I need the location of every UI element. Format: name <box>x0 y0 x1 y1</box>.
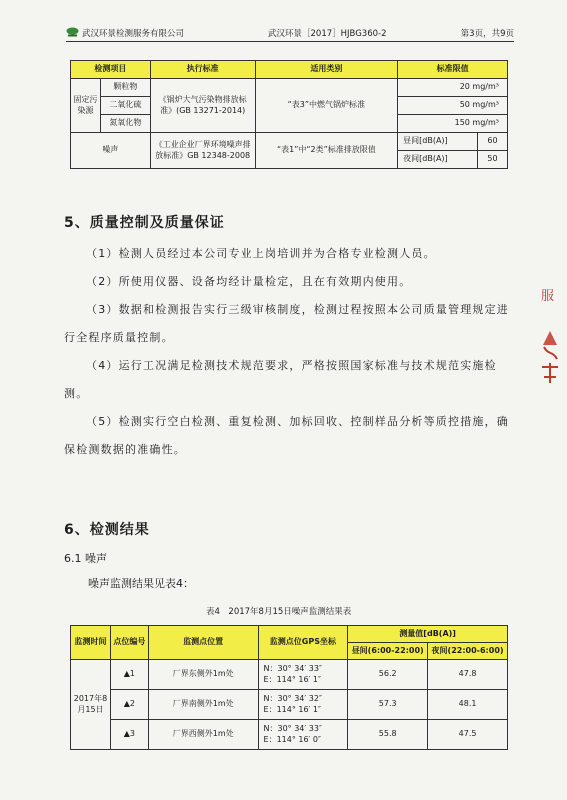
night-value: 47.8 <box>428 660 508 690</box>
gps-north: N：30° 34′ 33″ <box>263 663 322 673</box>
table-caption: 表4 2017年8月15日噪声监测结果表 <box>206 607 352 617</box>
point-location: 厂界南侧外1m处 <box>148 690 258 720</box>
col-header-time: 监测时间 <box>71 626 111 660</box>
col-header-standard: 执行标准 <box>150 61 255 79</box>
col-header-value: 测量值[dB(A)] <box>348 626 508 643</box>
noise-limit: 50 <box>478 151 508 169</box>
limit-value: 20 mg/m³ <box>398 79 508 97</box>
seal-mark-icon <box>539 327 561 387</box>
col-header-gps: 监测点位GPS坐标 <box>258 626 348 660</box>
col-header-item: 检测项目 <box>71 61 151 79</box>
seal-text: 服 <box>541 289 555 304</box>
page-number: 第3页，共9页 <box>460 29 514 39</box>
gps-coordinates <box>258 720 348 750</box>
qc-paragraph: （5）检测实行空白检测、重复检测、加标回收、控制样品分析等质控措施，确保检测数据的准确性。 <box>64 415 509 456</box>
noise-results-table <box>70 625 508 750</box>
subsection-title: 6.1 噪声 <box>64 552 107 565</box>
air-category: “表3”中燃气锅炉标准 <box>255 79 398 133</box>
night-value: 48.1 <box>428 690 508 720</box>
standards-table <box>70 60 508 169</box>
page-header <box>66 26 514 40</box>
pollutant-nox: 氮氧化物 <box>100 115 150 133</box>
day-value: 57.3 <box>348 690 428 720</box>
company-logo-icon <box>66 26 79 37</box>
report-number: 武汉环景［2017］HJBG360-2 <box>268 29 387 39</box>
company-seal <box>537 285 561 395</box>
gps-north: N：30° 34′ 33″ <box>263 723 322 733</box>
intro-text: 噪声监测结果见表4： <box>88 577 194 590</box>
point-number: ▲3 <box>110 720 148 750</box>
pollutant-particulate: 颗粒物 <box>100 79 150 97</box>
point-number: ▲2 <box>110 690 148 720</box>
gps-coordinates <box>258 660 348 690</box>
section6-title: 6、检测结果 <box>64 522 150 538</box>
point-location: 厂界东侧外1m处 <box>148 660 258 690</box>
col-header-category: 适用类别 <box>255 61 398 79</box>
night-value: 47.5 <box>428 720 508 750</box>
col-header-limit: 标准限值 <box>398 61 508 79</box>
limit-value: 50 mg/m³ <box>398 97 508 115</box>
gps-coordinates <box>258 690 348 720</box>
qc-paragraph: （2）所使用仪器、设备均经计量检定，且在有效期内使用。 <box>86 275 412 288</box>
point-number: ▲1 <box>110 660 148 690</box>
gps-east: E：114° 16′ 1″ <box>263 704 321 714</box>
qc-paragraph: （3）数据和检测报告实行三级审核制度，检测过程按照本公司质量管理规定进行全程序质量控制。 <box>64 303 509 344</box>
col-header-night: 夜间(22:00-6:00) <box>428 643 508 660</box>
section5-title: 5、质量控制及质量保证 <box>64 215 225 231</box>
noise-item: 噪声 <box>71 133 151 169</box>
noise-limit: 60 <box>478 133 508 151</box>
pollutant-so2: 二氧化硫 <box>100 97 150 115</box>
day-value: 55.8 <box>348 720 428 750</box>
col-header-day: 昼间(6:00-22:00) <box>348 643 428 660</box>
header-divider <box>66 41 514 42</box>
col-header-point: 点位编号 <box>110 626 148 660</box>
gps-north: N：30° 34′ 32″ <box>263 693 322 703</box>
group-label: 固定污染源 <box>71 79 101 133</box>
section5-body <box>64 240 514 464</box>
day-value: 56.2 <box>348 660 428 690</box>
point-location: 厂界西侧外1m处 <box>148 720 258 750</box>
qc-paragraph: （4）运行工况满足检测技术规范要求，严格按照国家标准与技术规范实施检测。 <box>64 359 497 400</box>
noise-period: 夜间[dB(A)] <box>398 151 478 169</box>
col-header-location: 监测点位置 <box>148 626 258 660</box>
monitor-date: 2017年8月15日 <box>71 660 111 750</box>
company-name: 武汉环景检测服务有限公司 <box>82 29 185 39</box>
noise-category: “表1”中“2类”标准排放限值 <box>255 133 398 169</box>
limit-value: 150 mg/m³ <box>398 115 508 133</box>
gps-east: E：114° 16′ 1″ <box>263 674 321 684</box>
noise-standard: 《工业企业厂界环境噪声排放标准》GB 12348-2008 <box>150 133 255 169</box>
qc-paragraph: （1）检测人员经过本公司专业上岗培训并为合格专业检测人员。 <box>86 247 436 260</box>
air-standard: 《锅炉大气污染物排放标准》(GB 13271-2014) <box>150 79 255 133</box>
noise-period: 昼间[dB(A)] <box>398 133 478 151</box>
gps-east: E：114° 16′ 0″ <box>263 734 321 744</box>
